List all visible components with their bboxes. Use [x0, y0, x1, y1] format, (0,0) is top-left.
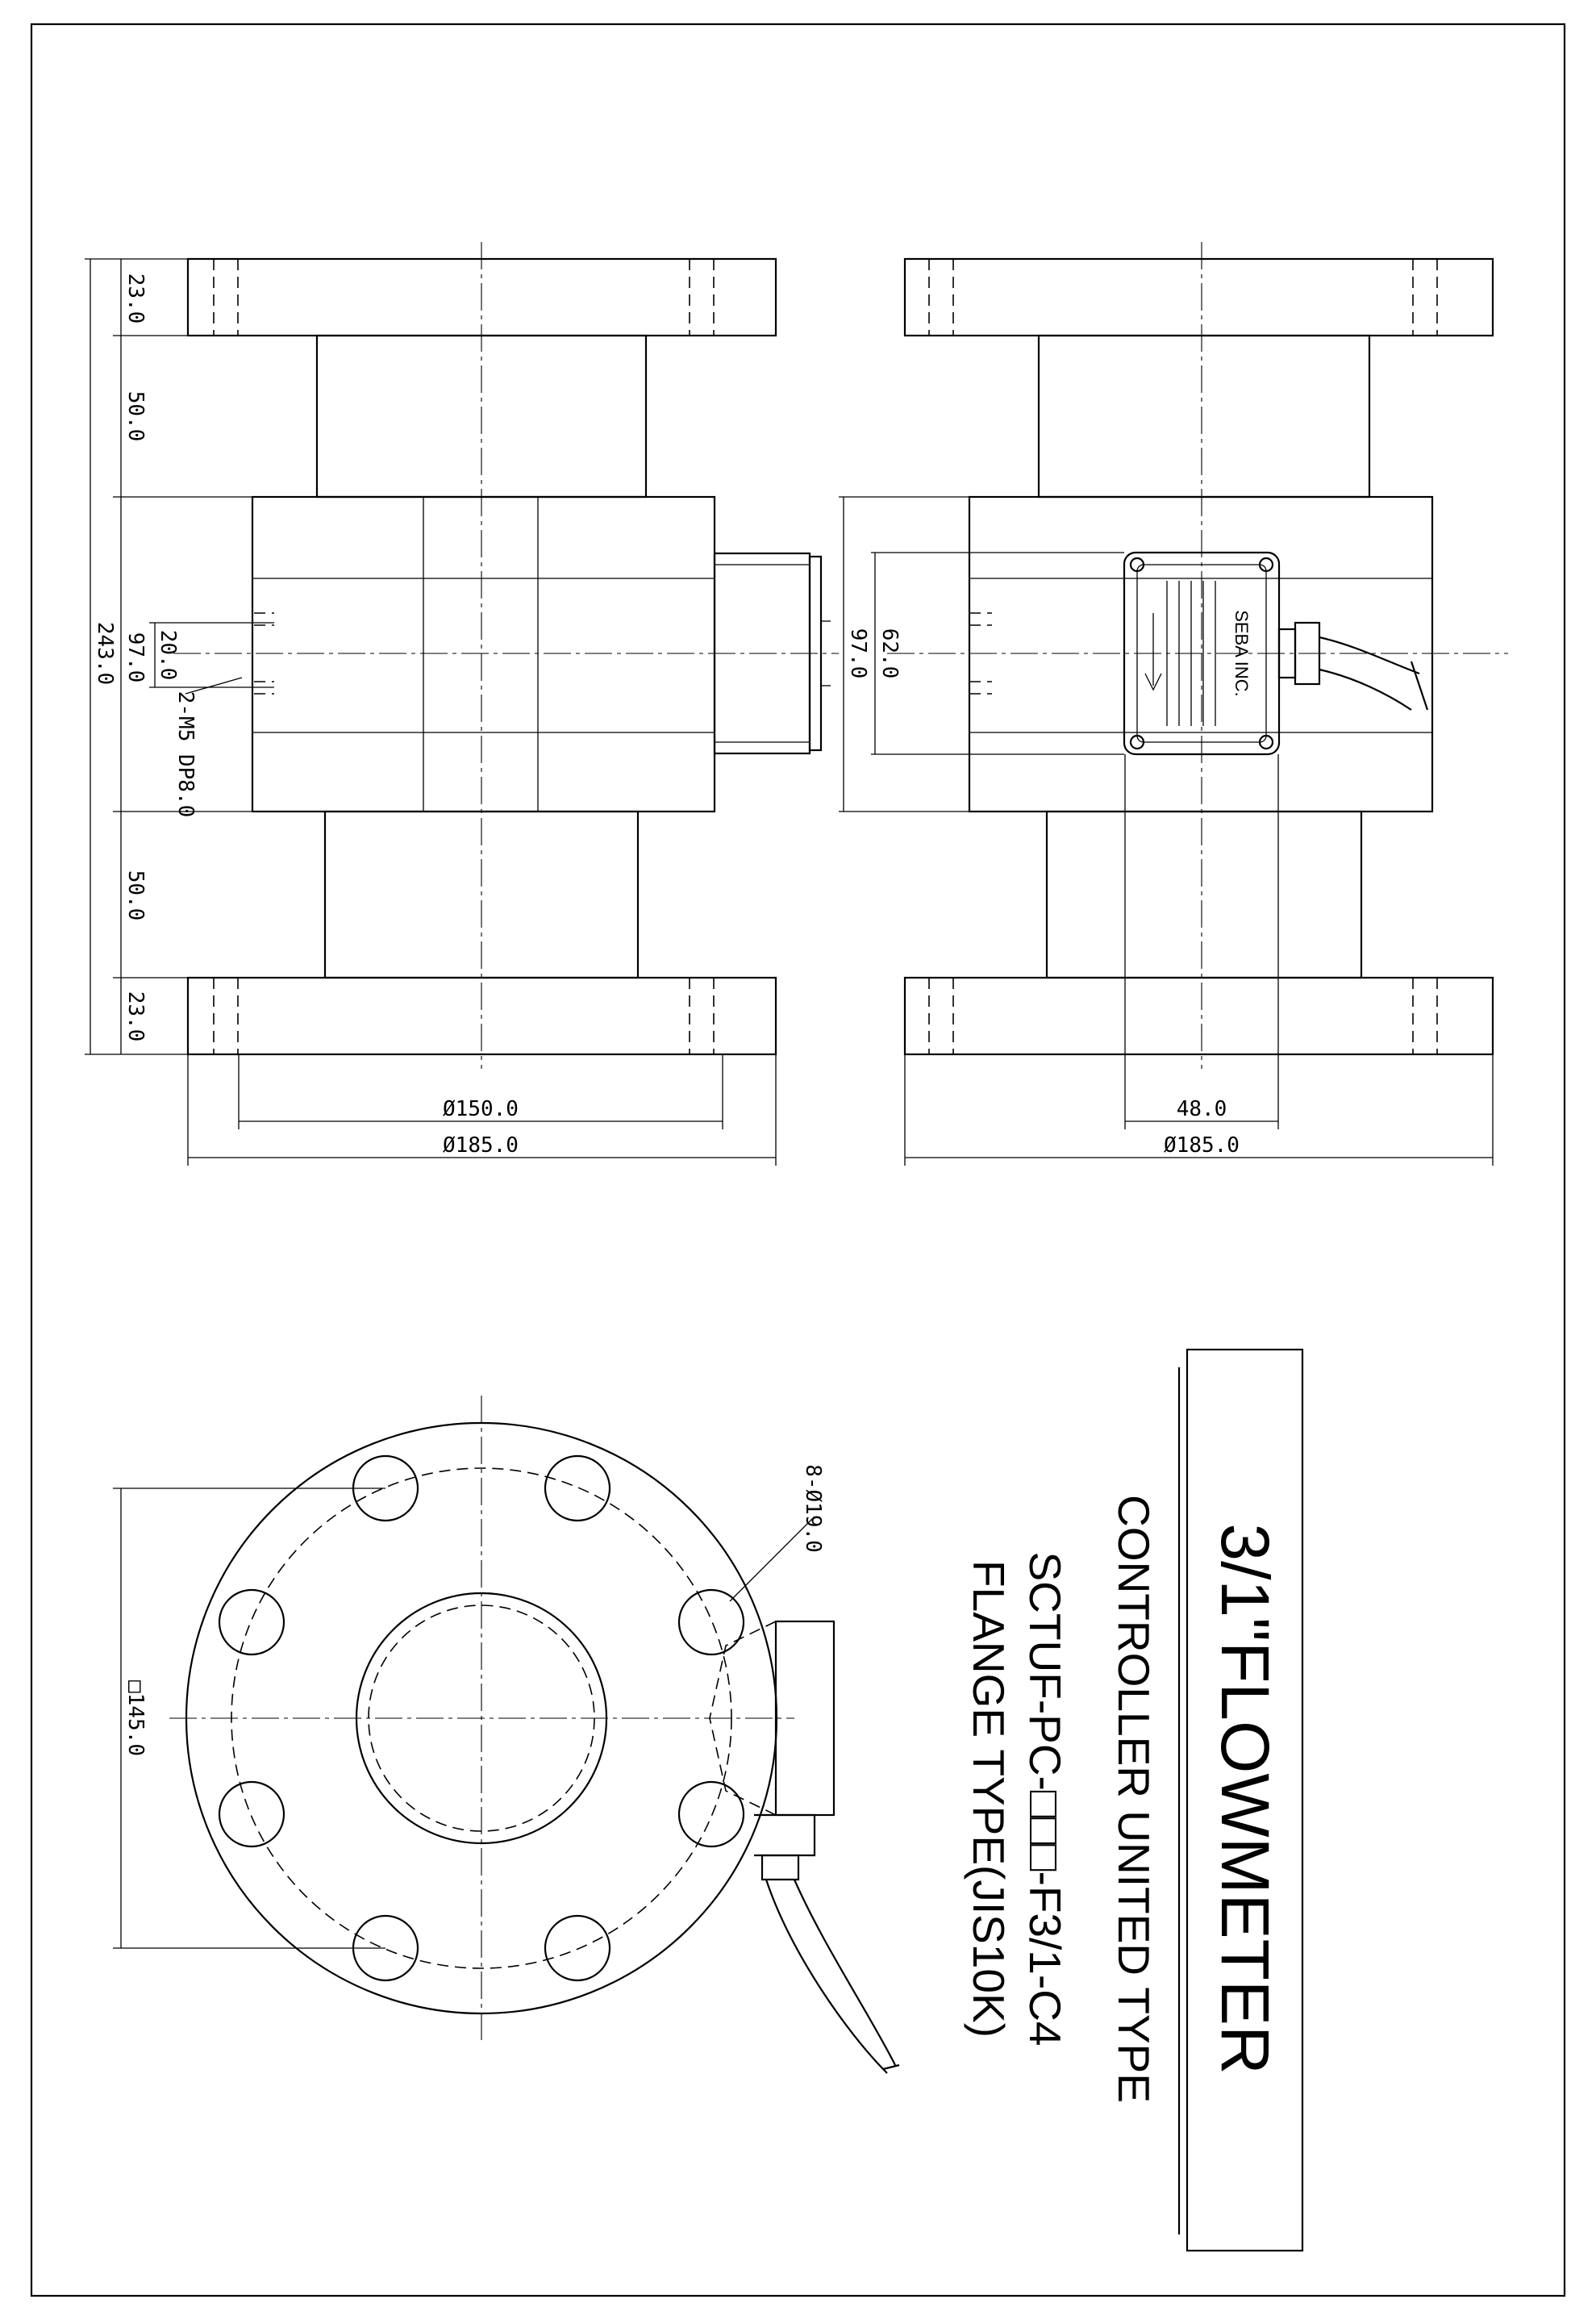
drawing-border [31, 24, 1565, 2296]
flange-end-labels [123, 1464, 825, 1756]
dimension-lines-right [839, 497, 1493, 1166]
flange-end-view [113, 1396, 899, 2073]
dim-48: 48.0 [1176, 1097, 1227, 1121]
title-text: 3/1"FLOWMETER [1207, 1523, 1283, 2075]
brand-label: SEBA INC. [1231, 610, 1252, 697]
dim-97-left: 97.0 [123, 632, 148, 683]
dim-square-145: □145.0 [123, 1680, 148, 1756]
dim-50-bottom: 50.0 [123, 870, 148, 921]
dim-185-left: Ø185.0 [443, 1133, 519, 1158]
dimension-labels-left [93, 273, 519, 1158]
dim-23-bottom: 23.0 [123, 991, 148, 1042]
dim-243: 243.0 [93, 621, 117, 686]
side-view-right [887, 242, 1508, 1069]
subtitle-line-2: SCTUF-PC-□□□-F3/1-C4 [1020, 1551, 1070, 2047]
dim-185-right: Ø185.0 [1164, 1133, 1240, 1158]
dim-bolt-holes: 8-Ø19.0 [801, 1464, 825, 1553]
dim-62: 62.0 [877, 628, 902, 679]
dim-23-top: 23.0 [123, 273, 148, 324]
subtitle-line-3: FLANGE TYPE(JIS10K) [964, 1560, 1014, 2038]
subtitle-line-1: CONTROLLER UNITED TYPE [1109, 1495, 1159, 2103]
junction-box-label [1231, 610, 1252, 697]
dim-50-top: 50.0 [123, 390, 148, 442]
dim-thread: 2-M5 DP8.0 [173, 691, 198, 818]
dim-20: 20.0 [156, 629, 180, 681]
dim-97-right: 97.0 [846, 628, 870, 679]
side-view-left [173, 242, 839, 1069]
dim-150: Ø150.0 [443, 1097, 519, 1121]
title-block [964, 1350, 1302, 2251]
